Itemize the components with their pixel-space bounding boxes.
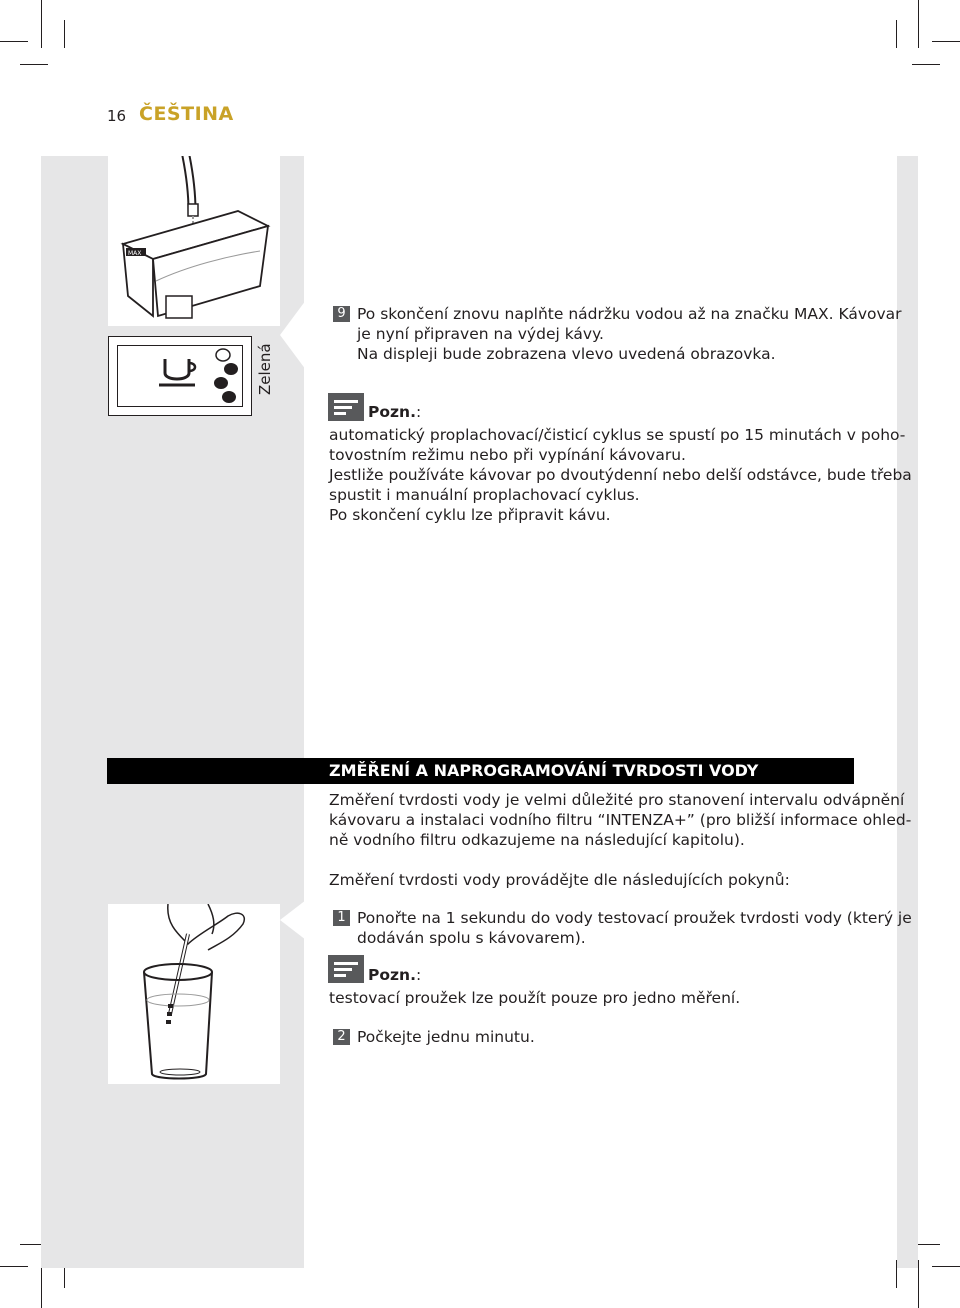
step-number-badge: 1 (333, 910, 350, 926)
water-tank-illustration (108, 156, 280, 326)
note-1-line: spustit i manuální proplachovací cyklus. (329, 486, 640, 504)
crop-mark (896, 20, 897, 48)
note-1-line: automatický proplachovací/čisticí cyklus se spustí po 15 minutách v poho- (329, 426, 906, 444)
page-number: 16 (107, 107, 127, 125)
note-2-text: testovací proužek lze použít pouze pro jedno měření. (329, 989, 741, 1007)
note-1-line: Jestliže používáte kávovar po dvoutýdenní nebo delší odstávce, bude třeba (329, 466, 912, 484)
crop-mark (932, 41, 960, 42)
step-2-text: Počkejte jednu minutu. (357, 1028, 535, 1046)
crop-mark (41, 0, 42, 48)
note-label: Pozn.: (368, 966, 422, 984)
pointer-arrow (280, 300, 306, 370)
section-instruction: Změření tvrdosti vody provádějte dle následujících pokynů: (329, 871, 790, 889)
step-9-line: je nyní připraven na výdej kávy. (357, 325, 604, 343)
step-9-line: Na displeji bude zobrazena vlevo uvedená obrazovka. (357, 345, 776, 363)
crop-mark (912, 64, 940, 65)
page-language: ČEŠTINA (139, 103, 234, 125)
step-9-text (357, 304, 902, 364)
coffee-beans-icon (211, 347, 241, 407)
step-1-line: dodáván spolu s kávovarem). (357, 929, 586, 947)
crop-mark (20, 64, 48, 65)
step-number-badge: 2 (333, 1029, 350, 1045)
note-1-line: tovostním režimu nebo při vypínání kávovaru. (329, 446, 686, 464)
note-label: Pozn.: (368, 403, 422, 421)
section-intro (329, 790, 911, 850)
note-icon (328, 955, 364, 983)
crop-mark (918, 0, 919, 48)
display-cup-icon (159, 355, 209, 389)
crop-mark (932, 1266, 960, 1267)
step-1-text (357, 908, 912, 948)
color-label-vertical: Zelená (256, 343, 274, 395)
note-icon (328, 393, 364, 421)
step-1-line: Ponořte na 1 sekundu do vody testovací proužek tvrdosti vody (který je (357, 909, 912, 927)
section-heading: ZMĚŘENÍ A NAPROGRAMOVÁNÍ TVRDOSTI VODY (329, 761, 759, 780)
crop-mark (0, 1266, 28, 1267)
display-illustration (108, 336, 252, 416)
intro-line: kávovaru a instalaci vodního filtru “INTENZA+” (pro bližší informace ohled- (329, 811, 912, 829)
note-1-line: Po skončení cyklu lze připravit kávu. (329, 506, 611, 524)
crop-mark (918, 1260, 919, 1308)
tank-max-label: MAX (128, 250, 142, 257)
glass-test-strip-illustration (108, 904, 280, 1084)
intro-line: Změření tvrdosti vody je velmi důležité pro stanovení intervalu odvápnění (329, 791, 905, 809)
step-number-badge: 9 (333, 306, 350, 322)
intro-line: ně vodního filtru odkazujeme na následující kapitolu). (329, 831, 745, 849)
step-9-line: Po skončení znovu naplňte nádržku vodou až na značku MAX. Kávovar (357, 305, 902, 323)
pointer-arrow (280, 900, 306, 940)
crop-mark (64, 20, 65, 48)
crop-mark (0, 41, 28, 42)
note-1-text (329, 425, 912, 525)
